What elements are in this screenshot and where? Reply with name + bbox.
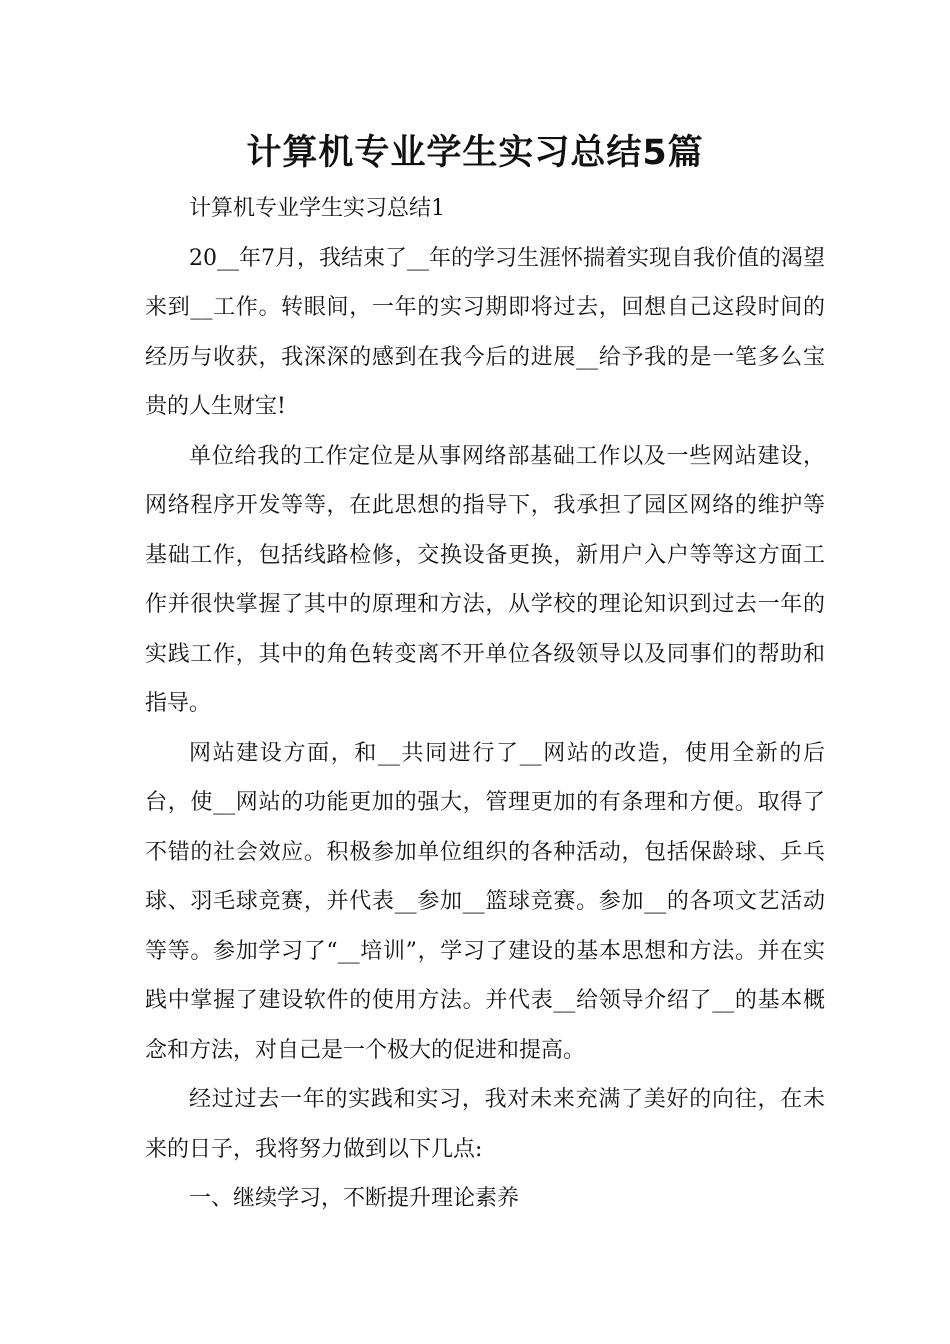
paragraph-2: 单位给我的工作定位是从事网络部基础工作以及一些网站建设，网络程序开发等等，在此思想的指导下，我承担了园区网络的维护等基础工作，包括线路检修，交换设备更换，新用户入户等等这方面工作并很快掌握了其中的原理和方法，从学校的理论知识到过去一年的实践工作，其中的角色转变离不开单位各级领导以及同事们的帮助和指导。 [145,443,825,716]
paragraph-4: 经过过去一年的实践和实习，我对未来充满了美好的向往，在未来的日子，我将努力做到以下几点: [145,1087,825,1162]
paragraph-5: 一、继续学习，不断提升理论素养 [189,1186,520,1211]
section-subtitle: 计算机专业学生实习总结1 [189,196,445,221]
document-title: 计算机专业学生实习总结5篇 [246,133,704,173]
paragraph-1: 20__年7月，我结束了__年的学习生涯怀揣着实现自我价值的渴望来到__工作。转眼间，一年的实习期即将过去，回想自己这段时间的经历与收获，我深深的感到在我今后的进展__给予我的是一笔多么宝贵的人生财宝! [145,245,825,419]
paragraph-3: 网站建设方面，和__共同进行了__网站的改造，使用全新的后台，使__网站的功能更加的强大，管理更加的有条理和方便。取得了不错的社会效应。积极参加单位组织的各种活动，包括保龄球、乒乓球、羽毛球竞赛，并代表__参加__篮球竞赛。参加__的各项文艺活动等等。参加学习了“__培训”，学习了建设的基本思想和方法。并在实践中掌握了建设软件的使用方法。并代表__给领导介绍了__的基本概念和方法，对自己是一个极大的促进和提高。 [145,740,825,1063]
document-body [145,184,825,1224]
